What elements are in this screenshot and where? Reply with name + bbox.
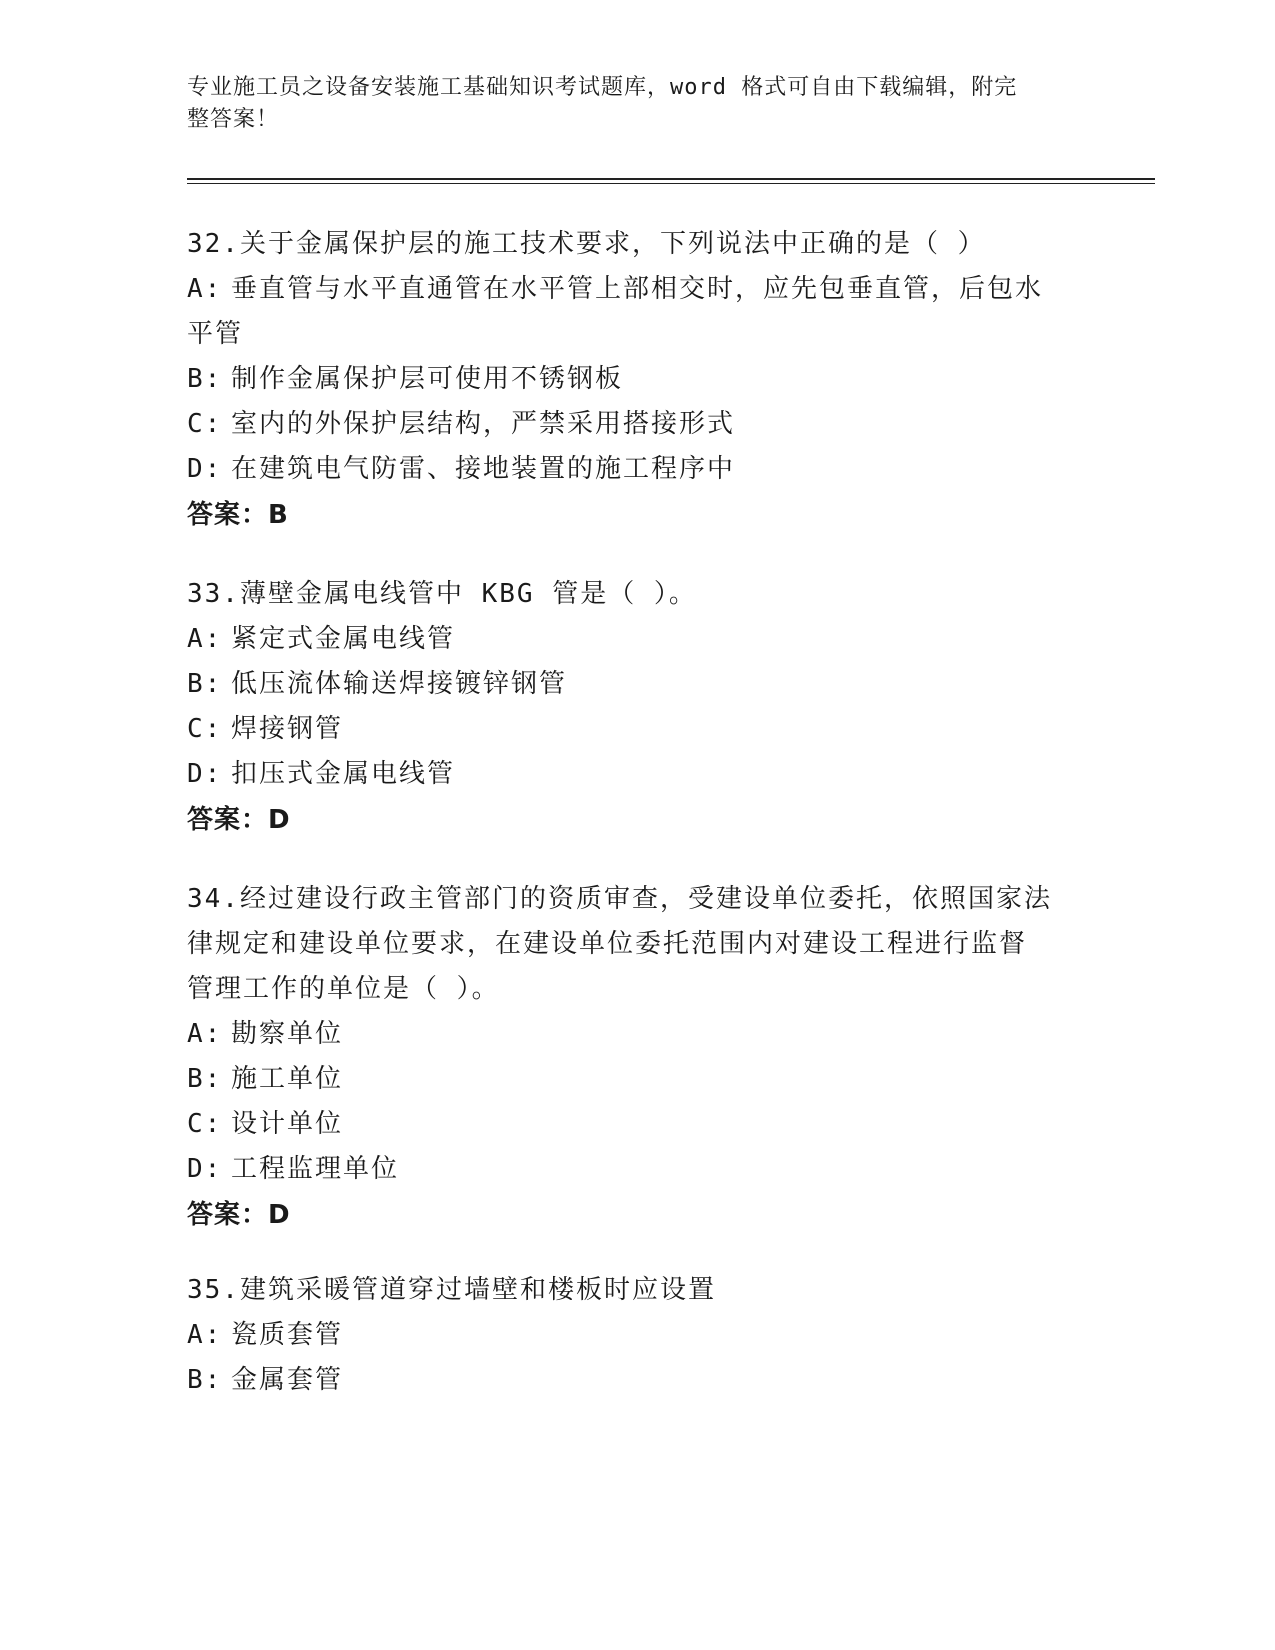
option-text: 室内的外保护层结构，严禁采用搭接形式: [231, 409, 736, 439]
option-label: A:: [187, 624, 223, 654]
header-line-1: 专业施工员之设备安装施工基础知识考试题库，word 格式可自由下载编辑，附完: [187, 75, 1018, 100]
option-text: 紧定式金属电线管: [231, 624, 456, 654]
option-d: [187, 447, 1067, 492]
option-a: [187, 1012, 1067, 1057]
option-d: [187, 752, 1067, 797]
question-32: [187, 222, 1067, 538]
option-c: [187, 1102, 1067, 1147]
option-label: D:: [187, 1154, 223, 1184]
option-label: A:: [187, 274, 223, 304]
option-text: 勘察单位: [231, 1019, 344, 1049]
header-divider-thin: [187, 183, 1155, 184]
option-text: 金属套管: [231, 1365, 344, 1395]
question-33: [187, 572, 1067, 843]
option-text: 垂直管与水平直通管在水平管上部相交时，应先包垂直管，后包水: [231, 274, 1044, 304]
option-d: [187, 1147, 1067, 1192]
option-c: [187, 707, 1067, 752]
question-stem-line-3: 管理工作的单位是（ ）。: [187, 974, 500, 1004]
option-label: C:: [187, 1109, 223, 1139]
question-stem-line-2: 律规定和建设单位要求，在建设单位委托范围内对建设工程进行监督: [187, 929, 1028, 959]
option-text: 扣压式金属电线管: [231, 759, 456, 789]
option-label: C:: [187, 714, 223, 744]
option-text: 制作金属保护层可使用不锈钢板: [231, 364, 624, 394]
question-stem: 33.薄壁金属电线管中 KBG 管是（ ）。: [187, 579, 697, 609]
option-a: [187, 617, 1067, 662]
option-text: 在建筑电气防雷、接地装置的施工程序中: [231, 454, 736, 484]
header-line-2: 整答案！: [187, 107, 280, 132]
option-a-continuation: 平管: [187, 319, 244, 349]
option-text: 工程监理单位: [231, 1154, 400, 1184]
option-b: [187, 1358, 1067, 1403]
question-stem: 32.关于金属保护层的施工技术要求，下列说法中正确的是（ ）: [187, 229, 986, 259]
option-b: [187, 357, 1067, 402]
option-label: B:: [187, 364, 223, 394]
option-label: B:: [187, 1064, 223, 1094]
question-stem: 35.建筑采暖管道穿过墙壁和楼板时应设置: [187, 1275, 716, 1305]
answer-line: 答案：D: [187, 1200, 291, 1230]
answer-line: 答案：B: [187, 500, 289, 530]
option-a: [187, 1313, 1067, 1358]
option-text: 焊接钢管: [231, 714, 344, 744]
option-a: [187, 267, 1067, 312]
option-label: A:: [187, 1019, 223, 1049]
option-label: A:: [187, 1320, 223, 1350]
option-c: [187, 402, 1067, 447]
option-label: C:: [187, 409, 223, 439]
option-label: D:: [187, 454, 223, 484]
option-b: [187, 662, 1067, 707]
question-stem-line-1: 34.经过建设行政主管部门的资质审查，受建设单位委托，依照国家法: [187, 884, 1052, 914]
option-label: D:: [187, 759, 223, 789]
option-text: 低压流体输送焊接镀锌钢管: [231, 669, 568, 699]
option-label: B:: [187, 669, 223, 699]
document-header: [187, 72, 1067, 136]
header-divider-thick: [187, 178, 1155, 180]
answer-line: 答案：D: [187, 805, 291, 835]
option-text: 施工单位: [231, 1064, 344, 1094]
option-text: 设计单位: [231, 1109, 344, 1139]
option-text: 瓷质套管: [231, 1320, 344, 1350]
question-35: [187, 1268, 1067, 1403]
option-b: [187, 1057, 1067, 1102]
option-label: B:: [187, 1365, 223, 1395]
question-34: [187, 877, 1067, 1238]
